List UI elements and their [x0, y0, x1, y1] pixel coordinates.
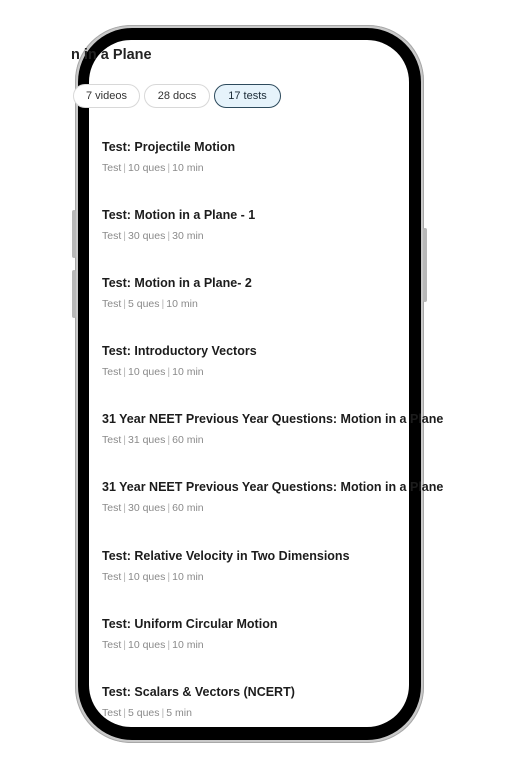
test-title: Test: Motion in a Plane- 2: [102, 276, 252, 290]
test-question-count: 10 ques: [128, 162, 166, 174]
test-list-item[interactable]: [102, 275, 442, 311]
test-question-count: 30 ques: [128, 502, 166, 514]
test-duration: 30 min: [172, 230, 204, 242]
test-title: Test: Motion in a Plane - 1: [102, 208, 256, 222]
test-type: Test: [102, 230, 122, 242]
phone-screen: [71, 40, 444, 727]
test-type: Test: [102, 571, 122, 583]
test-list-item[interactable]: [102, 207, 442, 243]
test-meta: Test | 30 ques | 60 min: [102, 502, 204, 514]
filter-chip-tests[interactable]: 17 tests: [214, 84, 281, 108]
phone-volume-down-button: [72, 270, 76, 318]
test-type: Test: [102, 707, 122, 719]
test-meta: Test | 10 ques | 10 min: [102, 162, 204, 174]
test-list-item[interactable]: [102, 139, 442, 175]
test-title: Test: Projectile Motion: [102, 140, 236, 154]
test-meta: Test | 10 ques | 10 min: [102, 571, 204, 583]
test-title: 31 Year NEET Previous Year Questions: Motion in a Plane: [102, 412, 444, 426]
test-list-item[interactable]: [102, 343, 442, 379]
test-question-count: 5 ques: [128, 707, 160, 719]
test-title: Test: Scalars & Vectors (NCERT): [102, 685, 295, 699]
test-list-item[interactable]: [102, 684, 442, 720]
test-type: Test: [102, 162, 122, 174]
filter-chip-docs[interactable]: 28 docs: [144, 84, 210, 108]
test-meta: Test | 30 ques | 30 min: [102, 230, 204, 242]
test-duration: 10 min: [166, 298, 198, 310]
test-meta: Test | 5 ques | 5 min: [102, 707, 192, 719]
test-question-count: 5 ques: [128, 298, 160, 310]
test-type: Test: [102, 502, 122, 514]
test-meta: Test | 31 ques | 60 min: [102, 434, 204, 446]
test-duration: 10 min: [172, 366, 204, 378]
test-title: Test: Relative Velocity in Two Dimensions: [102, 549, 350, 563]
test-question-count: 10 ques: [128, 571, 166, 583]
test-type: Test: [102, 434, 122, 446]
filter-chip-videos[interactable]: 7 videos: [73, 84, 140, 108]
test-type: Test: [102, 366, 122, 378]
test-duration: 10 min: [172, 571, 204, 583]
test-duration: 60 min: [172, 502, 204, 514]
page-title: n in a Plane: [71, 47, 152, 63]
phone-volume-up-button: [72, 210, 76, 258]
test-duration: 10 min: [172, 639, 204, 651]
test-meta: Test | 10 ques | 10 min: [102, 366, 204, 378]
test-type: Test: [102, 298, 122, 310]
test-question-count: 30 ques: [128, 230, 166, 242]
test-duration: 5 min: [166, 707, 192, 719]
test-duration: 10 min: [172, 162, 204, 174]
test-question-count: 10 ques: [128, 366, 166, 378]
test-type: Test: [102, 639, 122, 651]
test-list-item[interactable]: [102, 411, 442, 447]
test-meta: Test | 5 ques | 10 min: [102, 298, 198, 310]
test-list-item[interactable]: [102, 479, 442, 515]
test-duration: 60 min: [172, 434, 204, 446]
test-title: Test: Uniform Circular Motion: [102, 617, 278, 631]
test-meta: Test | 10 ques | 10 min: [102, 639, 204, 651]
test-list-item[interactable]: [102, 616, 442, 652]
test-question-count: 31 ques: [128, 434, 166, 446]
test-title: Test: Introductory Vectors: [102, 344, 257, 358]
test-list-item[interactable]: [102, 548, 442, 584]
test-title: 31 Year NEET Previous Year Questions: Motion in a Plane: [102, 480, 444, 494]
test-question-count: 10 ques: [128, 639, 166, 651]
